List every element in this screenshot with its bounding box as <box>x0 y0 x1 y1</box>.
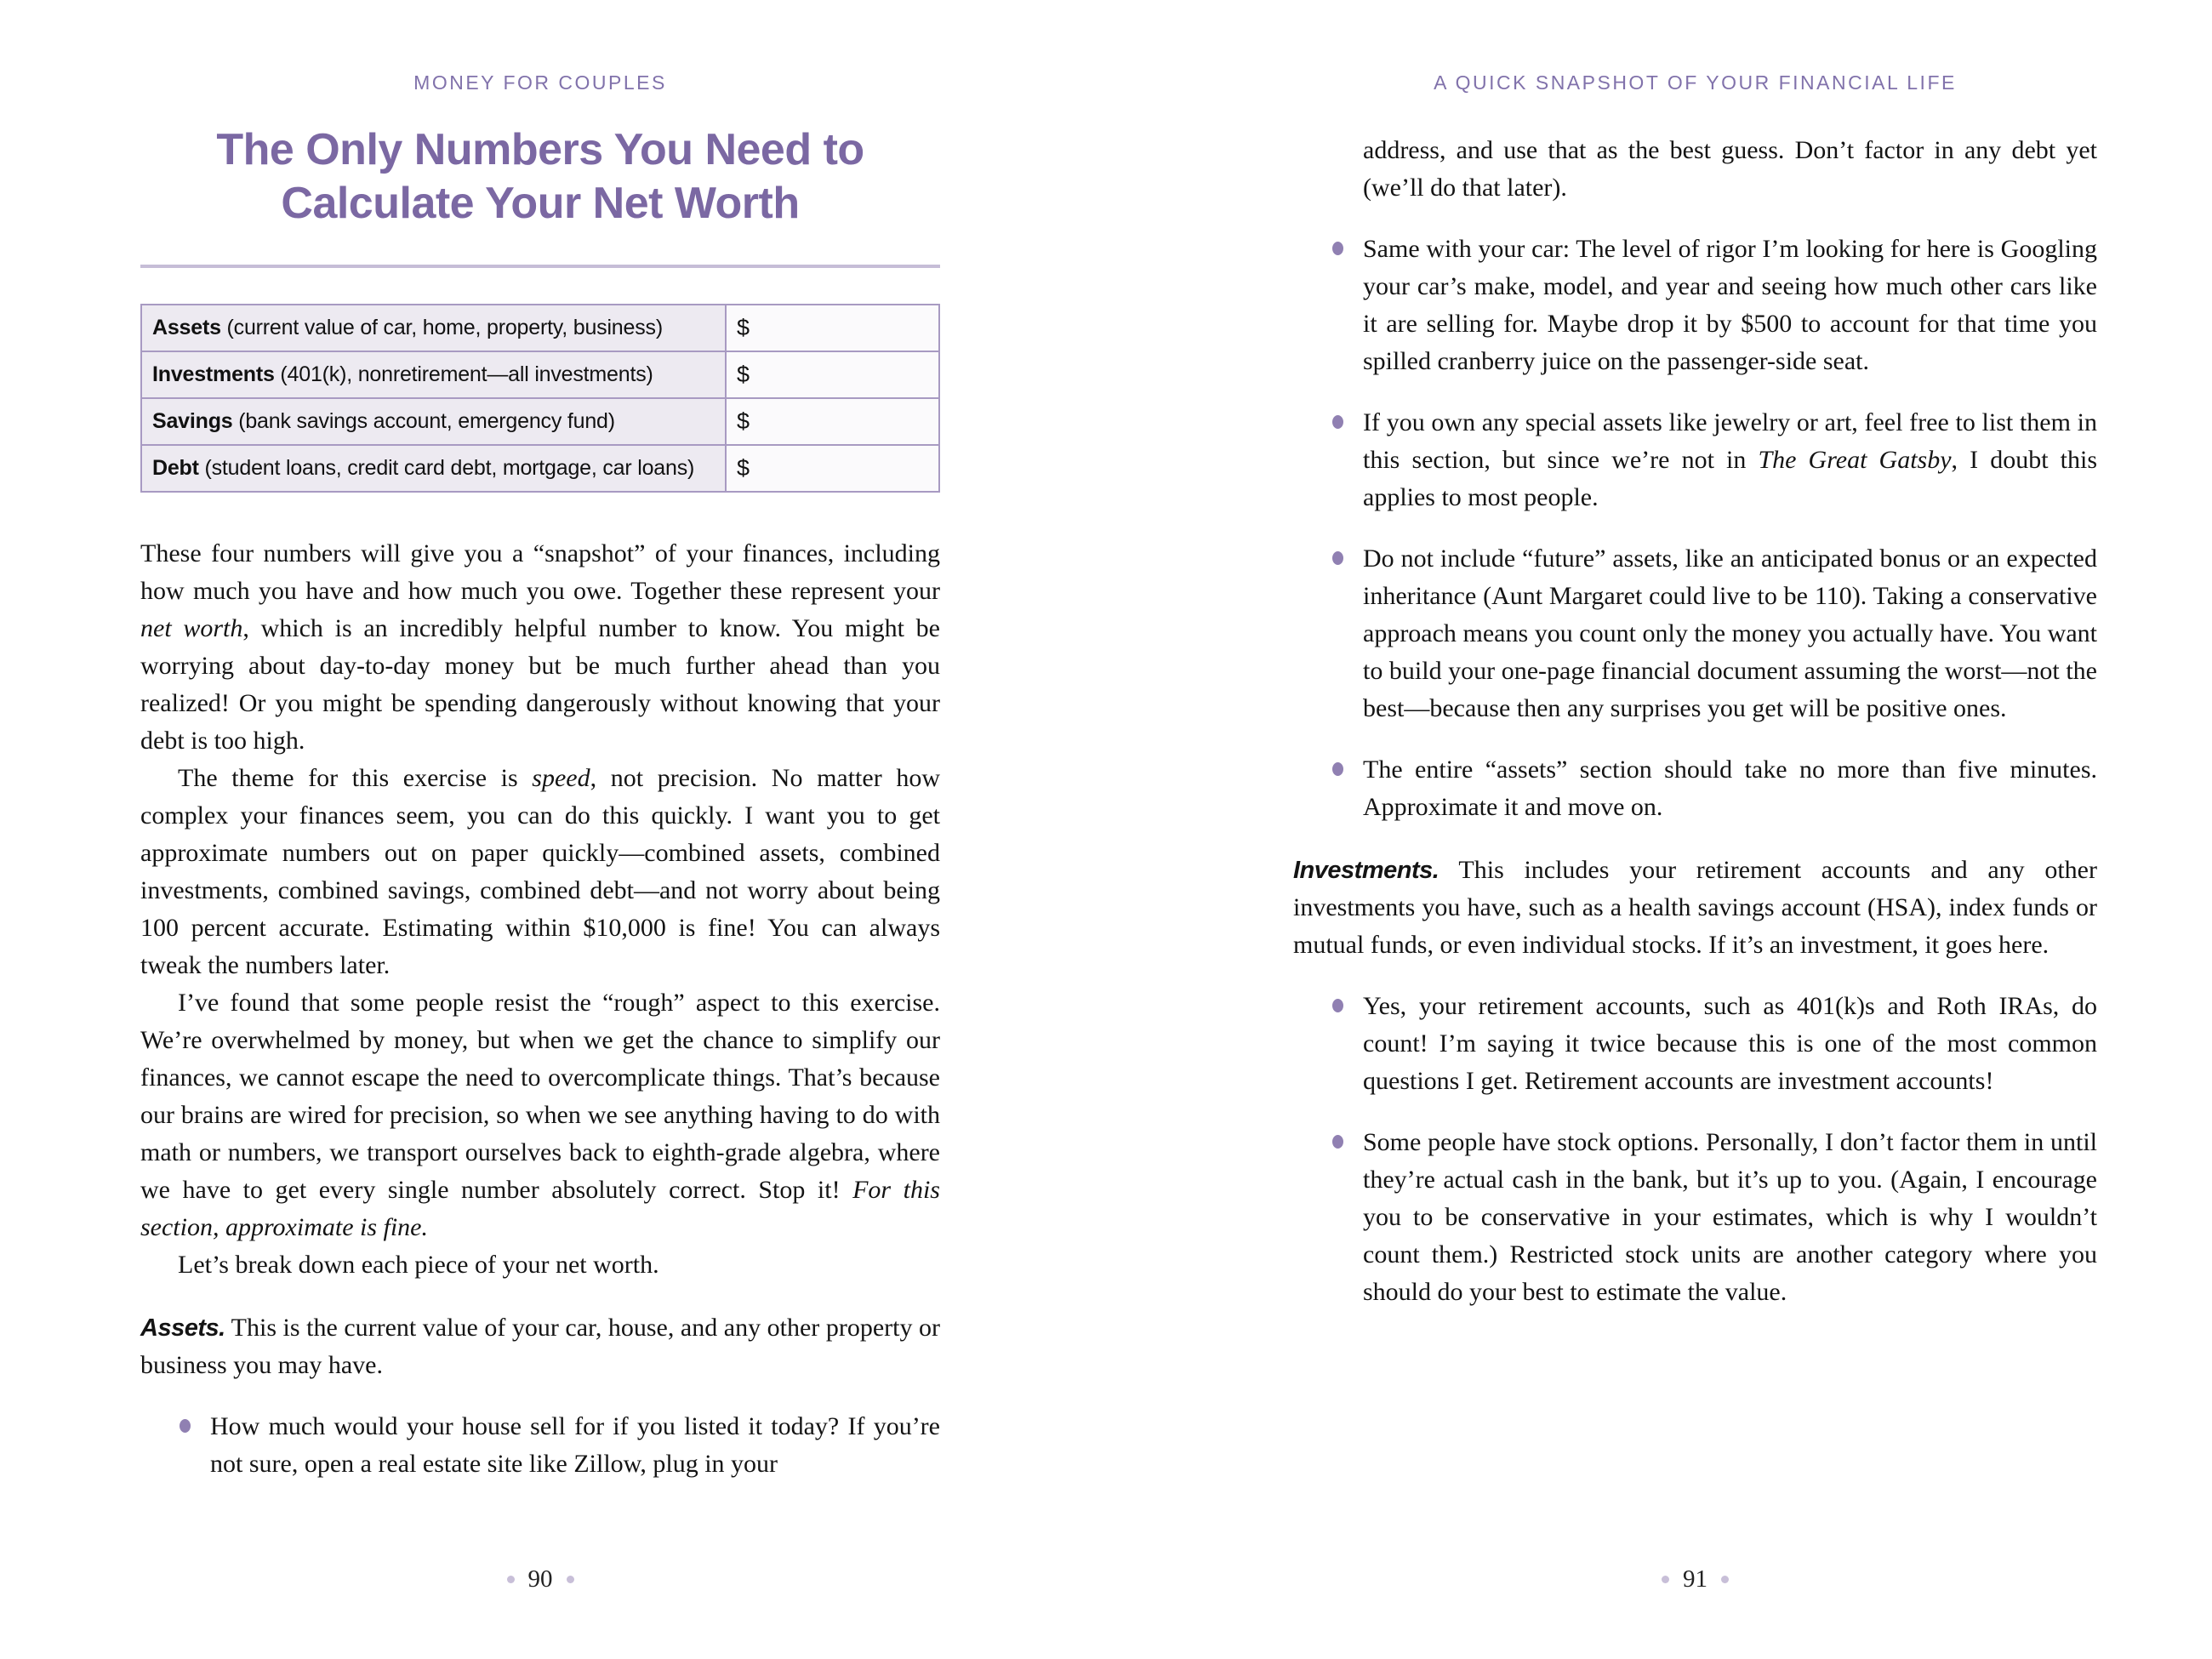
dollar-value-cell: $ <box>726 305 939 351</box>
bullet-item <box>1293 988 2097 1100</box>
dollar-value-cell: $ <box>726 445 939 492</box>
page-left <box>140 0 941 1593</box>
page-right <box>1293 0 2098 1593</box>
paragraph-continuation: address, and use that as the best guess. Don’t factor in any debt yet (we’ll do that later). <box>1363 136 2097 202</box>
paragraph-snapshot: These four numbers will give you a “snapshot” of your finances, including how much you have and how much you owe. Together these represent your net worth, which is an incredibly helpful number to know. You might be worrying about day-to-day money but be much further ahead than you realized! Or you might be spending dangerously without knowing that your debt is too high. <box>140 539 941 755</box>
category-label-cell: Assets (current value of car, home, property, business) <box>141 305 726 351</box>
page-title <box>140 123 940 231</box>
bullet-item <box>1293 231 2097 380</box>
page-number-text: 91 <box>1683 1565 1707 1593</box>
bullet-text: Do not include “future” assets, like an anticipated bonus or an expected inheritance (Aunt Margaret could live to be 110). Taking a conservative approach means you count only the money you actually have. You want to build your one-page financial document assuming the worst—not the best—because then any surprises you get will be positive ones. <box>1363 544 2097 722</box>
paragraph-break-down: Let’s break down each piece of your net worth. <box>178 1251 659 1279</box>
bullet-text: Same with your car: The level of rigor I’m looking for here is Googling your car’s make, model, and year and seeing how much other cars like it are selling for. Maybe drop it by $500 to account for that time you spilled cranberry juice on the passenger-side seat. <box>1363 235 2097 375</box>
page-number-dot <box>567 1576 574 1583</box>
page-title-line1: The Only Numbers You Need to <box>216 125 864 174</box>
page-number-dot <box>507 1576 515 1583</box>
paragraph-theme-speed: The theme for this exercise is speed, not precision. No matter how complex your finances seem, you can do this quickly. I want you to get approximate numbers out on paper quickly—combined assets, combined investments, combined savings, combined debt—and not worry about being 100 percent accurate. Estimating within $10,000 is fine! You can always tweak the numbers later. <box>140 764 940 979</box>
category-label-cell: Savings (bank savings account, emergency fund) <box>141 398 726 445</box>
paragraph-investments-section: Investments. This includes your retirement accounts and any other investments you have, such as a health savings account (HSA), index funds or mutual funds, or even individual stocks. If it’s an investment, it goes here. <box>1293 856 2097 959</box>
page-number-dot <box>1662 1576 1669 1583</box>
table-row <box>141 445 939 492</box>
bullet-dot <box>1332 1135 1343 1149</box>
net-worth-table <box>140 304 940 493</box>
bullet-text: Yes, your retirement accounts, such as 401(k)s and Roth IRAs, do count! I’m saying it twice because this is one of the most common questions I get. Retirement accounts are investment accounts! <box>1363 992 2097 1095</box>
bullet-dot <box>1332 551 1343 565</box>
category-label-cell: Investments (401(k), nonretirement—all investments) <box>141 351 726 398</box>
bullet-item <box>1293 540 2097 727</box>
bullet-text: The entire “assets” section should take no more than five minutes. Approximate it and move on. <box>1363 755 2097 821</box>
running-header-left: MONEY FOR COUPLES <box>413 71 667 94</box>
bullet-dot <box>1332 999 1343 1012</box>
dollar-value-cell: $ <box>726 351 939 398</box>
page-number-dot <box>1721 1576 1729 1583</box>
bullet-item <box>1293 751 2097 826</box>
page-number <box>1293 1565 2097 1593</box>
bullet-dot <box>1332 415 1343 429</box>
table-row <box>141 351 939 398</box>
running-header-right: A QUICK SNAPSHOT OF YOUR FINANCIAL LIFE <box>1434 71 1957 94</box>
net-worth-table-body <box>141 305 939 492</box>
title-divider <box>140 265 940 268</box>
bullet-text: How much would your house sell for if you listed it today? If you’re not sure, open a real estate site like Zillow, plug in your <box>210 1412 940 1478</box>
table-row <box>141 305 939 351</box>
page-number-text: 90 <box>527 1565 553 1593</box>
page-title-line2: Calculate Your Net Worth <box>281 179 800 228</box>
category-label-cell: Debt (student loans, credit card debt, mortgage, car loans) <box>141 445 726 492</box>
bullet-dot <box>1332 242 1343 255</box>
bullet-item <box>1293 1124 2097 1311</box>
bullet-text: Some people have stock options. Personally, I don’t factor them in until they’re actual cash in the bank, but it’s up to you. (Again, I encourage you to be conservative in your estimates, which is why I wouldn’t count them.) Restricted stock units are another category where you should do your best to estimate the value. <box>1363 1128 2097 1306</box>
paragraph-rough-aspect: I’ve found that some people resist the “rough” aspect to this exercise. We’re overwhelmed by money, but when we get the chance to simplify our finances, we cannot escape the need to overcomplicate things. That’s because our brains are wired for precision, so when we see anything having to do with math or numbers, we transport ourselves back to eighth-grade algebra, where we have to get every single number absolutely correct. Stop it! For this section, approximate is fine. <box>140 989 940 1241</box>
paragraph-assets-section: Assets. This is the current value of your car, house, and any other property or business you may have. <box>140 1314 940 1379</box>
bullet-item <box>1293 404 2097 516</box>
page-number <box>140 1565 940 1593</box>
bullet-text: If you own any special assets like jewelry or art, feel free to list them in this section, but since we’re not in The Great Gatsby, I doubt this applies to most people. <box>1363 408 2098 511</box>
bullet-dot <box>1332 762 1343 776</box>
dollar-value-cell: $ <box>726 398 939 445</box>
table-row <box>141 398 939 445</box>
bullet-item <box>140 1408 940 1483</box>
bullet-dot <box>180 1419 191 1433</box>
